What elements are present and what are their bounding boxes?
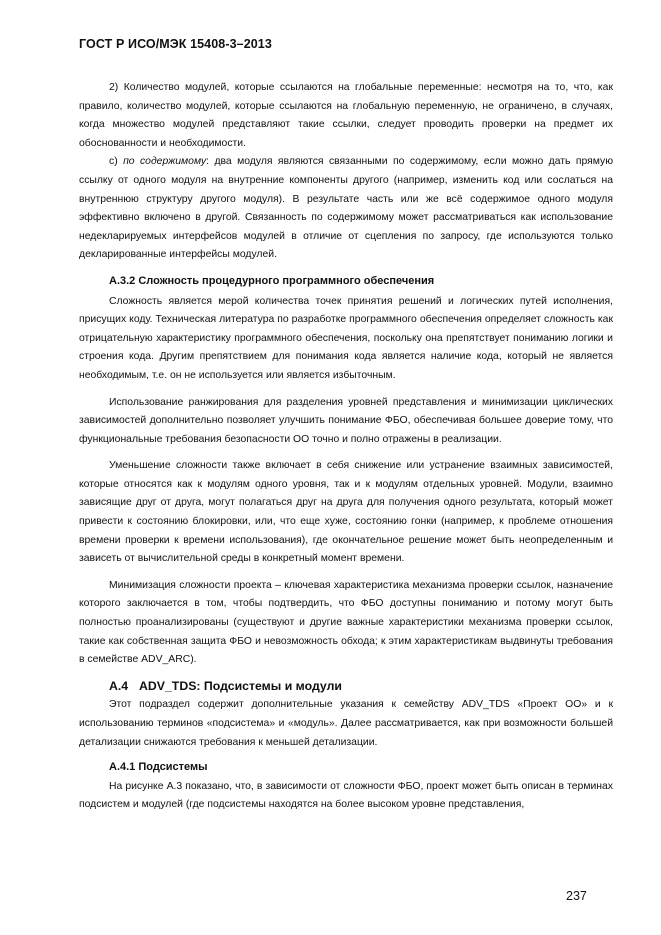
italic-term: по содержимому: [123, 156, 207, 168]
paragraph-text: : два модуля являются связанными по содержимому, если можно дать прямую ссылку от одного модуля на внутренние компоненты другого (например, изменить код или сослаться на внутреннюю структуру другого модуля). В результате часть или же всё содержимое одного модуля эффективно включено в другой. Связанность по содержимому может рассматриваться как использование недекларируемых интерфейсов модулей в отличие от сцепления по запросу, где используются только декларированные интерфейсы модулей.: [79, 156, 613, 261]
paragraph-content-coupling: [79, 153, 613, 265]
page-body: [79, 79, 613, 815]
section-heading-a4: [109, 677, 613, 696]
paragraph-global-variables: 2) Количество модулей, которые ссылаются на глобальные переменные: несмотря на то, что, как правило, количество модулей, которые ссылаются на глобальную переменную, не ограничено, в случаях, когда множество модулей представляют такие ссылки, следует проводить проверки на предмет их обоснованности и необходимости.: [79, 82, 613, 149]
section-heading-a41: А.4.1 Подсистемы: [109, 761, 208, 774]
paragraph-reference-monitor: Минимизация сложности проекта – ключевая характеристика механизма проверки ссылок, назначение которого заключается в том, чтобы подтвердить, что ФБО доступны пониманию и потому могут быть полностью проанализированы (существуют и другие важные характеристики механизма проверки ссылок, такие как собственная защита ФБО и невозможность обхода; к этим характеристикам выдвинуты требования в семействе ADV_ARC).: [79, 579, 613, 666]
section-title: ADV_TDS: Подсистемы и модули: [139, 678, 342, 693]
list-marker: c): [109, 156, 124, 168]
paragraph-dependencies: Уменьшение сложности также включает в себя снижение или устранение взаимных зависимостей, которые относятся как к модулям одного уровня, так и к модулям отдельных уровней. Модули, взаимно зависящие друг от друга, могут полагаться друг на друга для получения одного результата, который может привести к состоянию блокировки, или, что еще хуже, состоянию гонки (например, к проблеме отношения времени проверки к времени использования), где окончательное решение может быть неопределенным и зависеть от вычислительной среды в конкретный момент времени.: [79, 460, 613, 565]
paragraph-adv-tds-intro: Этот подраздел содержит дополнительные указания к семейству ADV_TDS «Проект ОО» и к использованию терминов «подсистема» и «модуль». Далее рассматривается, как при возможности большей детализации снижаются требования к меньшей детализации.: [79, 699, 613, 748]
paragraph-layering: Использование ранжирования для разделения уровней представления и минимизации циклических зависимостей дополнительно позволяет улучшить понимание ФБО, обеспечивая большее доверие тому, что функциональные требования безопасности ОО точно и полно отражены в реализации.: [79, 396, 613, 445]
paragraph-complexity: Сложность является мерой количества точек принятия решений и логических путей исполнения, присущих коду. Техническая литература по разработке программного обеспечения определяет сложность как отрицательную характеристику программного обеспечения, поскольку она препятствует пониманию логики и строения кода. Другим препятствием для понимания кода является наличие кода, который не является необходимым, т.е. он не используется или является избыточным.: [79, 295, 613, 381]
page-number: 237: [566, 889, 587, 903]
document-header: ГОСТ Р ИСО/МЭК 15408-3–2013: [79, 37, 272, 51]
section-heading-a32: А.3.2 Сложность процедурного программного обеспечения: [109, 274, 435, 287]
section-number: А.4: [109, 678, 129, 693]
paragraph-subsystems: На рисунке А.3 показано, что, в зависимости от сложности ФБО, проект может быть описан в терминах подсистем и модулей (где подсистемы находятся на более высоком уровне представления,: [79, 780, 613, 811]
